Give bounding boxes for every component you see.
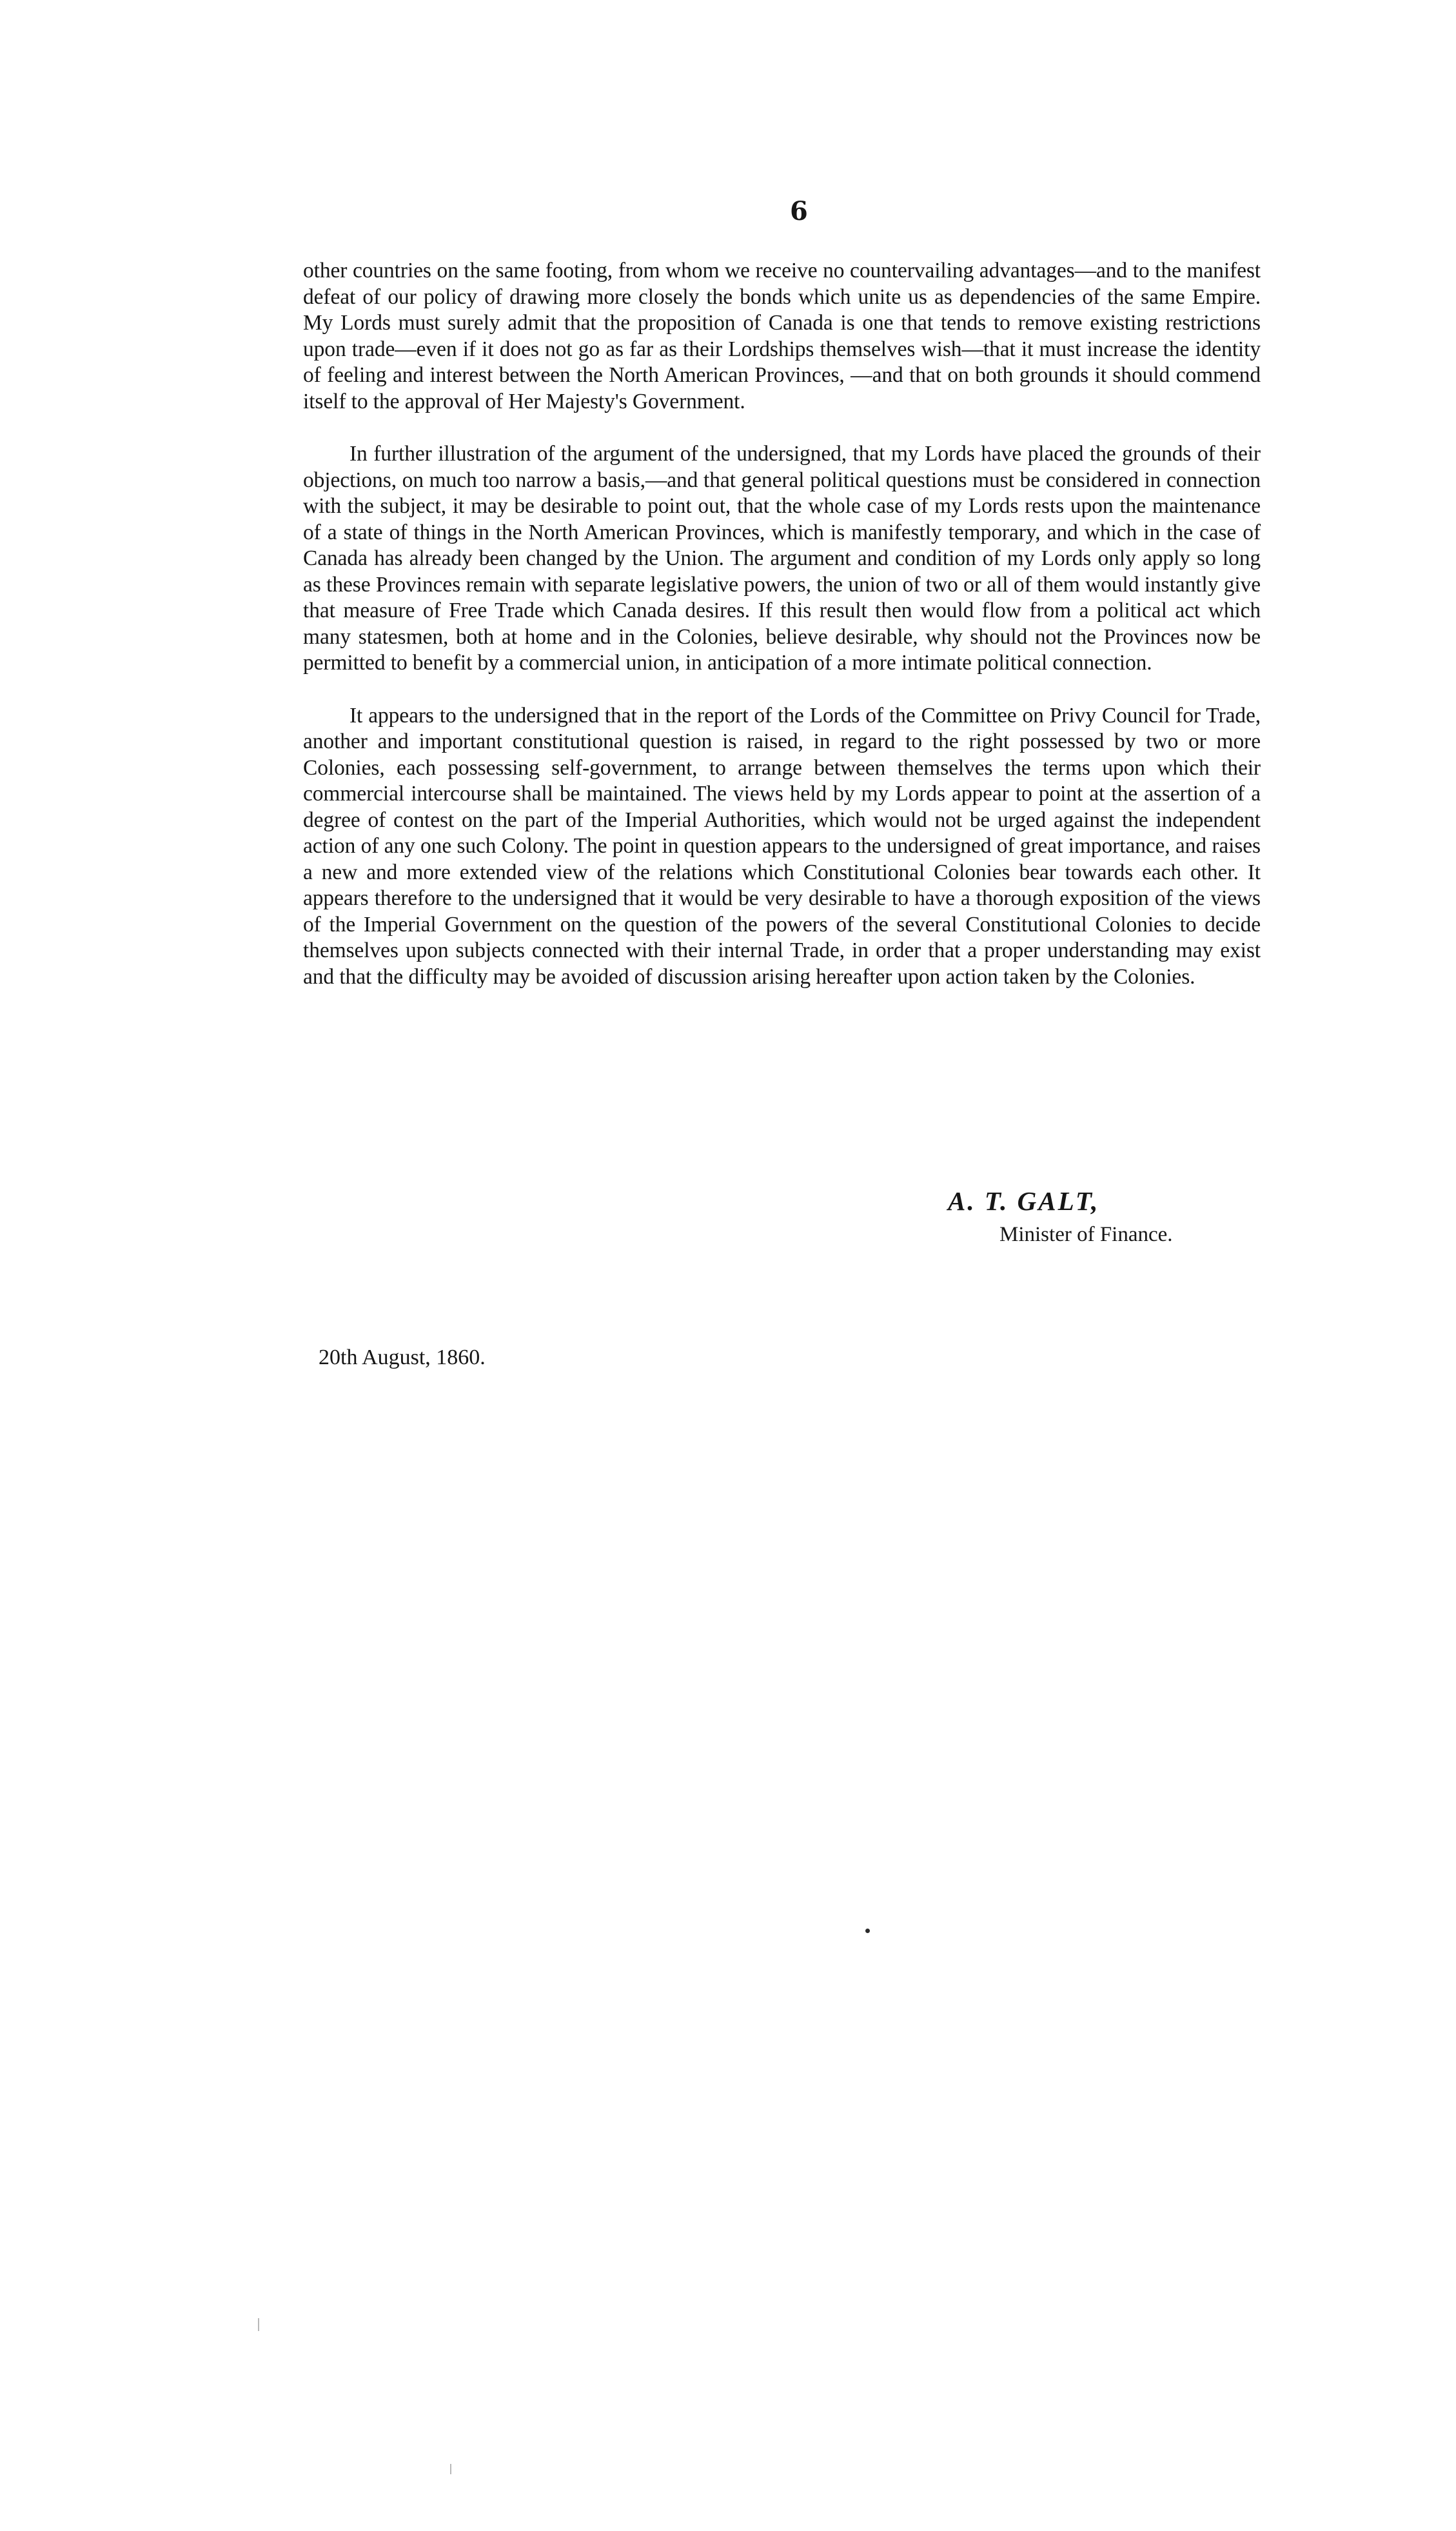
paragraph-further-illustration: In further illustration of the argument of the undersigned, that my Lords have placed the grounds of their objections, on much too narrow a basis,—and that general political questions must be considered in connection with the subject, it may be desirable to point out, that the whole case of my Lords rests upon the maintenance of a state of things in the North American Provinces, which is manifestly temporary, and which in the case of Canada has already been changed by the Union. The argument and condition of my Lords only apply so long as these Provinces remain with separate legislative powers, the union of two or all of them would instantly give that measure of Free Trade which Canada desires. If this result then would flow from a political act which many statesmen, both at home and in the Colonies, believe desirable, why should not the Provinces now be permitted to benefit by a commercial union, in anticipation of a more intimate political connection. (303, 442, 1261, 675)
page-number: 6 (790, 196, 808, 226)
signature-title: Minister of Finance. (999, 1223, 1173, 1246)
paragraph-constitutional-question: It appears to the undersigned that in the report of the Lords of the Committee on Privy Council for Trade, another and important constitutional question is raised, in regard to the right possessed by two or more Colonies, each possessing self-government, to arrange between themselves the terms upon which their commercial intercourse shall be maintained. The views held by my Lords appear to point at the assertion of a degree of contest on the part of the Imperial Authorities, which would not be urged against the independent action of any one such Colony. The point in question appears to the undersigned of great importance, and raises a new and more extended view of the relations which Constitutional Colonies bear towards each other. It appears therefore to the undersigned that it would be very desirable to have a thorough exposition of the views of the Imperial Government on the question of the powers of the several Constitutional Colonies to decide themselves upon subjects connected with their internal Trade, in order that a proper understanding may exist and that the difficulty may be avoided of discussion arising hereafter upon action taken by the Colonies. (303, 703, 1261, 989)
letter-date: 20th August, 1860. (319, 1345, 486, 1369)
scan-mark (258, 2318, 259, 2331)
scan-mark (450, 2464, 451, 2474)
letter-body (303, 258, 1261, 1017)
paragraph-continuation: other countries on the same footing, from whom we receive no countervailing advantages—and to the manifest defeat of our policy of drawing more closely the bonds which unite us as dependencies of the same Empire. My Lords must surely admit that the proposition of Canada is one that tends to remove existing restrictions upon trade—even if it does not go as far as their Lordships themselves wish—that it must increase the identity of feeling and interest between the North American Provinces, —and that on both grounds it should commend itself to the approval of Her Majesty's Government. (303, 259, 1261, 413)
signature-name: A. T. GALT, (948, 1186, 1100, 1216)
ink-speck (865, 1929, 870, 1933)
